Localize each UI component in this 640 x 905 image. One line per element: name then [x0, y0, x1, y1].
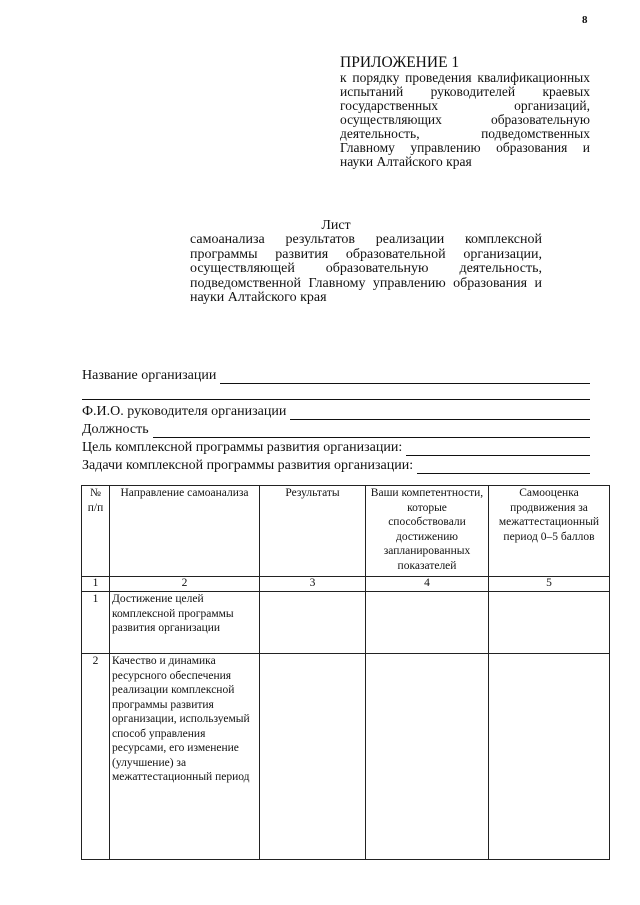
col-header-direction: Направление самоанализа [110, 486, 260, 577]
col-header-score: Самооценка продвижения за межаттестационный период 0–5 баллов [489, 486, 610, 577]
appendix-block [340, 54, 590, 169]
position-line[interactable] [153, 422, 590, 438]
appendix-text: к порядку проведения квалификационных испытаний руководителей краевых государственных организаций, осуществляющих образовательную деятельность, подведомственных Главному управлению образования и науки Алтайского края [340, 70, 590, 169]
col-header-competencies: Ваши компетентности, которые способствовали достижению запланированных показателей [366, 486, 489, 577]
director-line[interactable] [290, 404, 590, 420]
sheet-title: Лист [321, 218, 351, 233]
row-direction: Качество и динамика ресурсного обеспечения реализации комплексной программы развития организации, используемый способ управления ресурсами, его изменение (улучшение) за межаттестационный период [110, 654, 260, 860]
page-number: 8 [582, 14, 588, 26]
position-field[interactable] [82, 422, 590, 442]
row-competencies-cell[interactable] [366, 592, 489, 654]
org-name-field[interactable] [82, 368, 590, 388]
row-score-cell[interactable] [489, 654, 610, 860]
row-competencies-cell[interactable] [366, 654, 489, 860]
row-num: 2 [82, 654, 110, 860]
director-field[interactable] [82, 404, 590, 424]
table-row [82, 592, 610, 654]
sheet-description: самоанализа результатов реализации комплексной программы развития образовательной организации, осуществляющей образовательную деятельность, подведомственной Главному управлению образования и науки Алтайского края [190, 232, 542, 305]
goal-field[interactable] [82, 440, 590, 460]
row-results-cell[interactable] [260, 654, 366, 860]
col-header-results: Результаты [260, 486, 366, 577]
col-number: 5 [489, 577, 610, 592]
row-results-cell[interactable] [260, 592, 366, 654]
tasks-line[interactable] [417, 458, 590, 474]
appendix-title: ПРИЛОЖЕНИЕ 1 [340, 54, 460, 71]
col-header-num: № п/п [82, 486, 110, 577]
goal-line[interactable] [406, 440, 590, 456]
tasks-field[interactable] [82, 458, 590, 478]
self-analysis-table [81, 485, 610, 860]
goal-label: Цель комплексной программы развития организации: [82, 440, 403, 455]
org-name-line-2[interactable] [82, 399, 590, 400]
row-direction: Достижение целей комплексной программы развития организации [110, 592, 260, 654]
table-header-row [82, 486, 610, 577]
col-number: 2 [110, 577, 260, 592]
col-number: 3 [260, 577, 366, 592]
position-label: Должность [82, 422, 149, 437]
org-name-label: Название организации [82, 368, 217, 383]
tasks-label: Задачи комплексной программы развития организации: [82, 458, 414, 473]
row-score-cell[interactable] [489, 592, 610, 654]
col-number: 1 [82, 577, 110, 592]
column-number-row [82, 577, 610, 592]
org-name-line[interactable] [220, 368, 590, 384]
sheet-heading [190, 218, 542, 306]
col-number: 4 [366, 577, 489, 592]
table-row [82, 654, 610, 860]
director-label: Ф.И.О. руководителя организации [82, 404, 287, 419]
row-num: 1 [82, 592, 110, 654]
